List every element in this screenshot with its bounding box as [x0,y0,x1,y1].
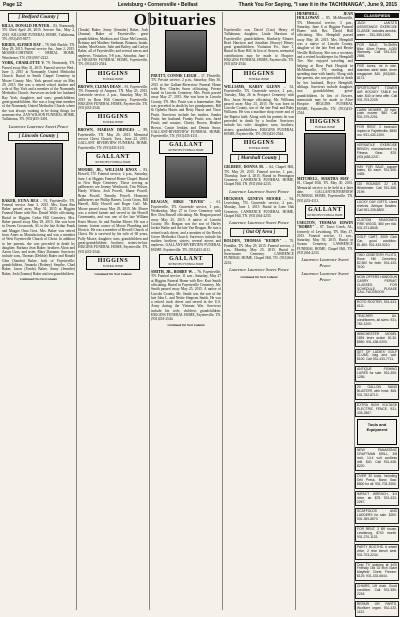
obituary: YORK, CHARLOTTE V. 79, Normandy, TN. Passed away May 31, 2015. Funeral service Wed., June 3, 2015 at Normandy United Methodist Church. Burial in Smith Chapel Cemetery in Moore County. Mrs. York passed away on May 29, 2015. She was a retired school teacher and wife of Ray York and a member of the Normandy Methodist Church. Survivors include her husband Ray York; daughters and sons; grandchildren; great-grandchildren. She was a long-time member of the Normandy United Methodist Church where she was always wanting to be doing things for someone else. ZAN WILSON FUNERAL HOME, Tullahoma, TN. (931)455-3401. [2,61,75,122]
classifieds-column [355,12,399,614]
classified-ad: FOR SALE, Tri-Shift's Bike, 40cm Frame, 4,000 Warranty. Call 931-224-2556. [355,42,399,62]
higgins-logo: HIGGINS FUNERAL HOME [86,112,140,126]
obituary: PRUITT, CONNIE LEIGH – 37, Flintville, TN. Private service, 2 p.m., Saturday, May 30, 2015 at the Gallant-Riverview Funeral Home with Rev. Charles Snow officiating. Private burial in Lincoln Cemetery. Mrs. Pruitt passed away May 27, 2015. She was born in Lincoln County, TN. Mrs. Pruitt was a homemaker. She was preceded in death by her grandparents, Bill & Ophelia Harris and Betty Harris and Vince Pruitt. Survivors include her mother, Sandra Pruitt; her husband, Franky Pruitt; son, Jared Pruitt; and cousins, Christy Brown, Heather Brown, Cassie Jenkins and Dennis Snow. GALLANT-RIVERVIEW FUNERAL HOME, Fayetteville, TN. (931)433-4111. [151,74,221,139]
obituary: Fayetteville son, David (Lisa) Henry of Tullahoma; daughter, Linda Harrison of Fayetteville; grandchildren, Kimberly Elmore, Brad Harrison and Jonathan (Stacey) Henry; great grandchildren. Visitation Fri., June 1. Burial in Rose Hill. In lieu of flowers, memorial contributions may be made to Hospice. HIGGINS FUNERAL HOME, Fayetteville, TN. (931)433-2544. [224,28,294,67]
continued-note: Continued On Next Column [167,323,205,328]
tools-equipment-ad: Tools and Equipment [357,419,397,445]
obituary: SMITH, JR., BOBBY W. – 76, Fayetteville, TN. Funeral service, 11 a.m., Saturday, May 27 at Higgins Funeral Home with Rev. Kurt Smith officiating. Burial in Fayetteville Cemetery. Mr. Smith passed away May 25, 2015. A native of Lincoln County, Mr. Smith was the son of the late John L. and Nettie Simpson Smith. He was a retired truck driver and served in the U.S. Army during the Vietnam War. Survivors include his wife; children; grandchildren. HIGGINS FUNERAL HOME, Fayetteville, TN. (931)433-2544. [151,270,221,322]
column-rule [149,12,150,610]
higgins-logo: HIGGINS FUNERAL HOME [86,69,140,83]
column-1 [2,12,75,610]
classified-ad: HAY FOR SALE, square bales, $4 each. 931-359-4455. [355,164,399,180]
classified-ad: GOLF CART, 2009 Club Car, good condition. $1,800. 931-433-9210. [355,234,399,250]
obituary-photo [165,156,207,198]
classified-ad: TWO CEMETERY PLOTS, Rose Hill Cemetery. $2,500 for both. 931-433-3100. [355,252,399,272]
obituary: BROWN, MARIAN DRINGES – 89, Fayetteville, TN. May 26, 2015. Memorial service Christ Church, Tues., June 23, 2015. GALLANT RIVERVIEW FUNERAL HOME, Fayetteville, TN. (931)433-4111. [78,128,148,150]
classified-ad: FIVE bores, mi in size, stainless steel table, three megapixel. $40. (931)581-8174. [355,63,399,83]
rip-ornament: Laurence Laurence Sweet Peace [229,266,289,272]
section-lincoln: [ Lincoln County ] [8,132,69,141]
column-3 [151,28,221,610]
continued-note: Continued On Next Column [94,271,132,276]
column-5 [297,12,353,610]
classified-ad: REPAIR OR PARTS, Wurlitzer organ. 931-433-1122. [355,601,399,617]
classifieds-heading: CLASSIFIEDS [355,13,399,18]
header-thanks: Thank You For Saying, "I saw it in the TACHINANGA", June 9, 2015 [238,2,397,8]
column-4 [224,28,294,610]
rip-ornament: Laurence Laurence Sweet Peace [229,220,289,226]
higgins-logo: HIGGINS FUNERAL HOME [232,138,286,152]
column-rule [76,12,77,610]
classified-ad: SET OF LADIES' GOLF CLUBS, bag and cart. $100. Call 931-433-7711. [355,349,399,365]
classified-ad: ROTO ROOTER, 931-433-6111. [355,299,399,311]
classified-ad: SCAFFOLDS AND LADDERS for sale. $200. 931-359-8870. [355,508,399,524]
classified-ad: SPORTCRAFT TOWER AIR HOCKEY TABLE for sale. $40 or best offer. Call 931-703-2209. [355,85,399,105]
obituary: BOLDEN, THOMAS "BUDDY" – 70, Franklin, TN. May 29, 2015. Funeral service, 2 p.m., Monday, May 25, 2015. Burial in Sweetwater Cemetery. LAWRENCE FUNERAL HOME, Chapel Hill, TN. (931)364-2233. [224,239,294,265]
higgins-logo: HIGGINS FUNERAL HOME [86,256,140,270]
gallant-logo: GALLANT RIVERVIEW FUNERAL HOME [159,140,213,154]
classified-ad: FOR RENT, 3 BR house, Lewisburg. $700 month. 931-270-1133. [355,526,399,542]
column-2 [78,28,148,610]
obituary: REAGAN, MIKE "RIVER" – 61, Fayetteville, TN. Graveside service, 1 p.m., Wednesday, May 27 in Cove Cemetery with Rev. Don Russell officiating. Mr. Reagan passed away May 25, 2015. A native of Lincoln County. Mr. Reagan was the son of Harley Jackie Hailie and the late Van Reagan. He was a retired truck driver, and a member of the Beech Grove Methodist Church. Survivors include his mother; brothers; sisters; several nieces and nephews. GALLANT-RIVERVIEW FUNERAL HOME, Fayetteville, TN. (931)433-4111. [151,200,221,252]
classified-ad: LUCKY DAY GIFTS. Used shelves. Antique Dealers. Call 931-205-8800. [355,199,399,215]
classified-ad: WINCHESTER MODEL 1894 lever action 30-30. $550. 931-438-0200. [355,331,399,347]
continued-note: Continued On Next Column [240,274,278,279]
masthead: Lewisburg • Cornersville • Belfast [118,2,198,8]
rip-ornament: Laurence Laurence Sweet Peace [301,257,349,269]
classified-ad: CUSTOM SEASONED FIRE WOOD, $60 per rick. 931-571-8845. [355,217,399,233]
page-title: Obituaries [133,10,217,29]
classified-ad: Only TV working at 6:00 Friendly Old 32 inch Giant Mayfield Chest Freezer. $125. 931-433-6644. [355,562,399,582]
higgins-logo: HIGGINS FUNERAL HOME [305,117,345,131]
obituary: BIERIS, ALFRED RAY – 78, Bell Buckle, TN. May 29, 2015. Funeral service Sat., June 2, 2015. MOORE-CORTNER - NERIAL HOME, Winchester, TN. (931)967-2222. [2,42,76,60]
classified-ad: TEACHER Air-conditioners, all sizes. 931-762-1200. [355,313,399,329]
obituary: HEMPHILL, JEAN HOLLOWAY – 85, McMinnville, TN. Memorial service, 3 p.m., Saturday, June 6 at Higgins Funeral Home with Bro. David Hall officiating. Mrs. Hemphill passed away May 28, 2015. Mrs. Hemphill was a native of Lincoln County, daughter of the late Fred and Bessie Neville Holloway. She was a secretary and a retired bookkeeper for Hemphill Tire. She enjoyed traveling and helping at Rose Park Hospital in McMinnville, TN, reading, and spending time with family. Along with her parents, she was preceded in death by her husband, Bryce Hemphill; siblings. Survivors include daughter; son; grandchildren; great-grandchildren. In lieu of flowers, memorials may be made to Alive Hospice. HIGGINS FUNERAL HOME, Fayetteville, TN. (931)433-2544. [297,12,353,115]
section-bedford: [ Bedford County ] [8,13,69,22]
obituary-photo [304,133,346,175]
obituary: HICKMAN, GENEVA MOORE – 94, Lewisburg, TN. Graveside service, 2 p.m., Monday, June 1, 2015. Burial in Lone Oak Cemetery. LAWRENCE FUNERAL HOME, Chapel Hill, TN. (931)364-2233. [224,196,294,218]
classified-ad: EXTRA HIGH VOLTAGE ELECTRIC FENCE, 931-433-2567. [355,402,399,418]
obituary: BAKER, EUNA REA – 91, Fayetteville, TN. Funeral service June 3, 2015. Mrs. Euna Rea Baker passed away May 31, 2015 at Higgins Funeral Home with Bro. Daniel Wolfe officiating. Burial in Higgins Cedar Hill Cemetery. Mrs. Baker passed away May 29, 2015. She was born in Owens Crossroads, AL to the late Arthur Frank and Maggie Oma Goss. Mrs. Baker was retired from Ames as Manufacturing and was a member of West Fayetteville Church of Christ. In addition to her parents, she was preceded in death by daughter, Barbara Jean Baker; brothers Alton and Aaron Goss; and sister, Mary Dunnam. Survivors include sons, Thomas (Debbie) Baker and Ronald Glen (Sandra) Baker, both of Fayetteville; grandchildren, Amanda (Rodney) Smythe, Chad Baker, Jason (Tonda) Baker, Jenny (Jennifer) Baker, Josh (Joanna) Baker and ten grandchildren. [2,198,75,276]
column-rule [295,12,296,610]
rip-ornament: Laurence Laurence Sweet Peace [8,123,69,129]
classified-ad: NEW PANASONIC CRAFTMAN DRILL, 3/8 inch, 14.4 volt cordless drill. $40. Call 931-438-8220. [355,447,399,471]
obituary: BILLS, DONALD HUNTER – 83, Normandy, TN. Died April 28, 2015. Service Sat., May 2, 2015. KILGORE FUNERAL HOME, Tullahoma, TN. (931)455-8677. [2,24,76,41]
obituary: MITCHELL, MARTHA MAY – 81, Chapel Hill, TN. May 30, 2015. Memorial service to be held at a later date. GALLANT-RIVERVIEW FUNERAL HOME, Fayetteville, TN. (931)433-4111. [297,177,353,203]
gallant-logo: GALLANT RIVERVIEW FUNERAL HOME [305,205,345,219]
gallant-logo: GALLANT RIVERVIEW FUNERAL HOME [159,254,213,268]
obituary: GILBERT, DONNA M. – 64, Chapel Hill, TN. May 29, 2015. Funeral service, 1 p.m., Thursday, June 4, 2015. Burial in Pennington Cemetery. LAWRENCE FUNERAL HOME, Chapel Hill, TN. (931)364-2233. [224,165,295,187]
classified-ad: NOW OFFERS HANDGUN CARRY PERMIT CLASSES. FOR SCHEDULE. PLEASE CALL FACEBOOK. [355,274,399,298]
classified-ad: FOR RENT, 2 bedroom duplex in Fayetteville. $550 mo. 931-433-1200. [355,124,399,140]
obituary: BROWN, CLEMA DEAN – 81, Fayetteville, TN. Formerly of Ampora, TN. May 25, 2015. Graveside service, 2 p.m., Saturday, May 30, 2015 in Rose Hill Cemetery, Fayetteville. HIGGINS FUNERAL HOME, Fayetteville, TN. (931)433-2544. [78,84,149,111]
obituary: (Tonda) Baker, Jenny (Jennifer) Baker, Josh (Joanna) Baker of Fayetteville; great grandchildren, Madison and Chase McCormick, Brittany and Matthew Stedman, Brianna, Isaiah, Jaiden, MacKenzie, Julie and Bailey, and Carlyn Baker, all of Fayetteville; and several nieces and nephews. Visitation, 5-8 p.m., Saturday, June 1 at HIGGINS FUNERAL HOME, Fayetteville, TN. (931)433-2544. [78,28,148,67]
obituary-photo [165,30,207,72]
classified-ad: JACK LANTZ'S ASSISTANCE EXERCISE CLASSE, includes aerobic, water ... 931-359-1500. [355,20,399,40]
classified-ad: VERSATILE EXERCISE BENCH, manufactured by Fitness Gear. $75. (931)438-2247. [355,142,399,162]
obituary: WILLIAMS, KAREY GLENN – 54, Fayetteville, TN. Graveside service, 2 p.m., Tuesday, May 26 in Prospect Cemetery with Bro. Jason Stroupe officiating. Mr. Williams passed away May 23, 2015. He was born in Lincoln County, son of the late Paul and Ruby Williams. He was a machine shop owner and of the Baptist faith. Along with his parents he was preceded in death by a brother. Survivors include his wife; daughter; sons; brothers; sisters; grandchildren. HIGGINS FUNERAL HOME, Fayetteville, TN. (931)433-2544. [224,84,294,136]
higgins-logo: HIGGINS FUNERAL HOME [232,69,286,83]
classified-ad: CHAIRS, Lift chair. Good condition. Call 931-359-2218. [355,583,399,599]
page-number: Page 12 [3,2,22,8]
classified-ad: IMPACT WRENCH, 3/4 drive, air. $75. 931-433-2267. [355,491,399,507]
obituary: MOORE, JR., WILLIAM KNOX – 83, Howell, TN. Funeral service, 2 p.m., Saturday, June 1 at Higgins Funeral Home Chapel. Burial in New Hope Cemetery. Those serving as pallbearers are Jeremy Westbrook, Tim Wilson, Hardy Wilson, Josh Powell, Shane Powell, Brian Powell, Timothy Powell. Honorary pallbearers are Phillip Barnes, Louis Gross, Bill Harrell, Billy Howell and Roger Cuff. Mr. Moore passed away May 29, 2015. Mr. Moore was a retired farmer and served in the Howell Community, and was one of the late William Knox Moore, Sr. and Pauline Moore. He was a farmer, former owner of Moore Plumbing and Electric. He was a member of Howell Church of Christ. He is survived by his wife of 60 years, Polly Moore, daughter; sons; grandchildren and great-grandchildren; brothers; sisters-in-law. HIGGINS FUNERAL HOME, Fayetteville, TN. (931)433-2544. [78,167,148,254]
classified-ad: PARTY BOOTHS. 6 wheel drive, 2 rear bench seat. 931-703-2244. [355,544,399,560]
gallant-logo: GALLANT RIVERVIEW FUNERAL HOME [86,152,140,166]
rip-ornament: Laurence Laurence Sweet Peace [301,271,349,283]
column-rule [222,12,223,610]
section-marshall: [ Marshall County ] [230,154,288,163]
rip-ornament: Laurence Laurence Sweet Peace [229,188,289,194]
continued-note: Continued On Next Column [19,277,58,282]
obituary: USELTON, THOMAS EDWIN "BOBBY" – 87, Tasso Creek, AL, formerly of Lewisburg, TN. May 27, 2015. Funeral service, 11 a.m., Saturday, May 30, 2015. Burial in Swann Cemetery. LAWRENCE FUNERAL HOME, Chapel Hill, TN. (931)364-2233. [297,220,354,255]
section-out-of-area: [ Out Of Area ] [230,228,288,237]
classified-ad: ANTIQUE FISHING LURES for sale. 931-359-1255. [355,366,399,382]
classified-ad: 20 GALLON SAND BLASTER, with hose. $45. 931-762-8713. [355,384,399,400]
obituary-photo [15,143,63,197]
classified-ad: LAWN MOWER, 20 inch, push mower. $60. Call 931-379-2251. [355,107,399,123]
classified-ad: OVER 30 tools, including Drill Press, Band Saw. $800 for all. 931-703-3350. [355,473,399,489]
classified-list [355,20,399,617]
classified-ad: 110 ROUNDS 22 LR, Winchester. Call 931-368-2199. [355,181,399,197]
